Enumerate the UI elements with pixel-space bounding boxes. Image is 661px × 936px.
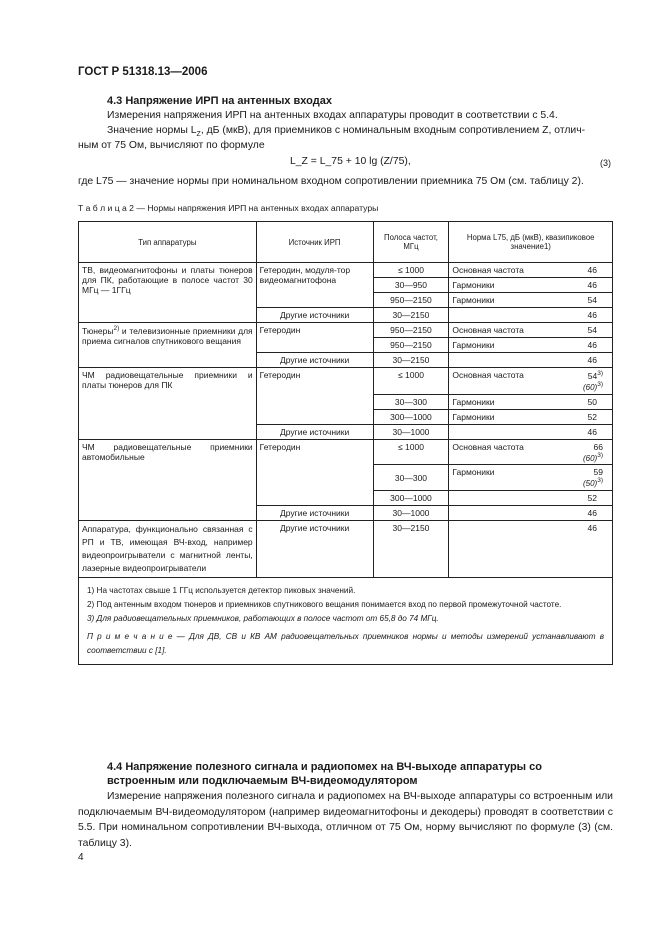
header-band: Полоса частот, МГц xyxy=(373,222,449,263)
footnote-1: 1) На частотах свыше 1 ГГц используется детектор пиковых значений. xyxy=(87,586,356,596)
header-source: Источник ИРП xyxy=(256,222,373,263)
footnote-3: 3) Для радиовещательных приемников, работающих в полосе частот от 65,8 до 74 МГц. xyxy=(87,614,439,624)
cell-band: 300—1000 xyxy=(373,491,449,506)
cell-norm: 54$^{3)}$ $(60)^{3)}$ Основная частота xyxy=(449,368,613,395)
section-4-3-paragraph-1: Измерения напряжения ИРП на антенных входах аппаратуры проводит в соответствии с 5.4. xyxy=(107,110,558,121)
cell-norm: 46 Гармоники xyxy=(449,278,613,293)
cell-band: ≤ 1000 xyxy=(373,368,449,395)
cell-source: Гетеродин, модуля-тор видеомагнитофона xyxy=(256,263,373,308)
cell-norm: 46 Основная частота xyxy=(449,263,613,278)
table-caption: Т а б л и ц а 2 — Нормы напряжения ИРП на антенных входах аппаратуры xyxy=(78,203,379,213)
section-4-4-paragraph: Измерение напряжения полезного сигнала и радиопомех на ВЧ-выходе аппаратуры со встроенным или подключаемым ВЧ-видеомодулятором (например видеомагнитофоны и декодеры) проводят в соответствии с 5.5. При номинальном сопротивлении ВЧ-выхода, отличном от 75 Ом, норму вычисляют по формуле (3) (см. таблицу 3). xyxy=(78,791,613,849)
cell-source: Другие источники xyxy=(256,424,373,439)
equation-number: (3) xyxy=(600,158,611,168)
cell-band: 30—300 xyxy=(373,465,449,491)
cell-norm: 54 Гармоники xyxy=(449,293,613,308)
cell-band: 30—2150 xyxy=(373,308,449,323)
cell-band: 30—1000 xyxy=(373,506,449,521)
cell-band: 30—1000 xyxy=(373,424,449,439)
cell-type: ЧМ радиовещательные приемники автомобильные xyxy=(79,439,257,521)
table-row xyxy=(79,439,613,465)
cell-norm: 50 Гармоники xyxy=(449,394,613,409)
cell-norm: 46 xyxy=(449,521,613,578)
cell-band: ≤ 1000 xyxy=(373,263,449,278)
cell-band: 300—1000 xyxy=(373,409,449,424)
cell-norm: 54 Основная частота xyxy=(449,323,613,338)
section-4-3-paragraph-2-cont: ным от 75 Ом, вычисляют по формуле xyxy=(78,140,265,151)
cell-norm: 59 $(50)^{3)}$ Гармоники xyxy=(449,465,613,491)
section-4-3-title: 4.3 Напряжение ИРП на антенных входах xyxy=(107,95,332,107)
cell-source: Гетеродин xyxy=(256,439,373,506)
formula-3: L_Z = L_75 + 10 lg (Z/75), xyxy=(290,156,411,167)
section-4-4-title: 4.4 Напряжение полезного сигнала и радиопомех на ВЧ-выходе аппаратуры со встроенным или подключаемым ВЧ-видеомодулятором xyxy=(107,761,542,787)
cell-source: Другие источники xyxy=(256,521,373,578)
table-header-row xyxy=(79,222,613,263)
header-norm: Норма L75, дБ (мкВ), квазипиковое значение1) xyxy=(449,222,613,263)
table-row xyxy=(79,263,613,278)
cell-band: 950—2150 xyxy=(373,338,449,353)
cell-norm: 52 xyxy=(449,491,613,506)
document-header: ГОСТ Р 51318.13—2006 xyxy=(78,66,208,78)
table-footnotes xyxy=(79,578,613,665)
cell-band: 30—950 xyxy=(373,278,449,293)
cell-source: Другие источники xyxy=(256,353,373,368)
cell-type: ТВ, видеомагнитофоны и платы тюнеров для ПК, работающие в полосе частот 30 МГц — 1ГГц xyxy=(79,263,257,323)
section-4-3-paragraph-2: Значение нормы $L_Z$, дБ (мкВ), для приемников с номинальным входным сопротивлением Z, отлич- xyxy=(107,125,586,139)
table-note: П р и м е ч а н и е — Для ДВ, СВ и КВ АМ радиовещательных приемников нормы и методы измерений устанавливают в соответствии с [1]. xyxy=(87,632,604,656)
norms-table xyxy=(78,221,613,665)
cell-norm: 66 $(60)^{3)}$ Основная частота xyxy=(449,439,613,465)
cell-norm: 46 xyxy=(449,506,613,521)
table-row xyxy=(79,323,613,338)
cell-norm: 46 xyxy=(449,308,613,323)
cell-source: Гетеродин xyxy=(256,323,373,353)
cell-norm: 46 Гармоники xyxy=(449,338,613,353)
cell-band: 950—2150 xyxy=(373,323,449,338)
cell-band: 30—2150 xyxy=(373,353,449,368)
cell-type: Аппаратура, функционально связанная с РП и ТВ, имеющая ВЧ-вход, например видеопроигрыватели с магнитной ленты, лазерные видеопроигрыватели xyxy=(79,521,257,578)
cell-source: Гетеродин xyxy=(256,368,373,425)
section-4-3-paragraph-3: где L75 — значение нормы при номинальном входном сопротивлении приемника 75 Ом (см. таблицу 2). xyxy=(78,176,584,187)
cell-source: Другие источники xyxy=(256,506,373,521)
cell-source: Другие источники xyxy=(256,308,373,323)
cell-norm: 46 xyxy=(449,424,613,439)
header-type: Тип аппаратуры xyxy=(79,222,257,263)
cell-norm: 52 Гармоники xyxy=(449,409,613,424)
cell-band: 30—300 xyxy=(373,394,449,409)
cell-type: ЧМ радиовещательные приемники и платы тюнеров для ПК xyxy=(79,368,257,440)
table-row xyxy=(79,368,613,395)
footnote-2: 2) Под антенным входом тюнеров и приемников спутникового вещания понимается вход по первой промежуточной частоте. xyxy=(87,600,562,610)
cell-type: Тюнеры$^{2)}$ и телевизионные приемники для приема сигналов спутникового вещания xyxy=(79,323,257,368)
cell-band: 950—2150 xyxy=(373,293,449,308)
cell-band: 30—2150 xyxy=(373,521,449,578)
table-row xyxy=(79,521,613,578)
page-number: 4 xyxy=(78,852,84,863)
cell-norm: 46 xyxy=(449,353,613,368)
cell-band: ≤ 1000 xyxy=(373,439,449,465)
